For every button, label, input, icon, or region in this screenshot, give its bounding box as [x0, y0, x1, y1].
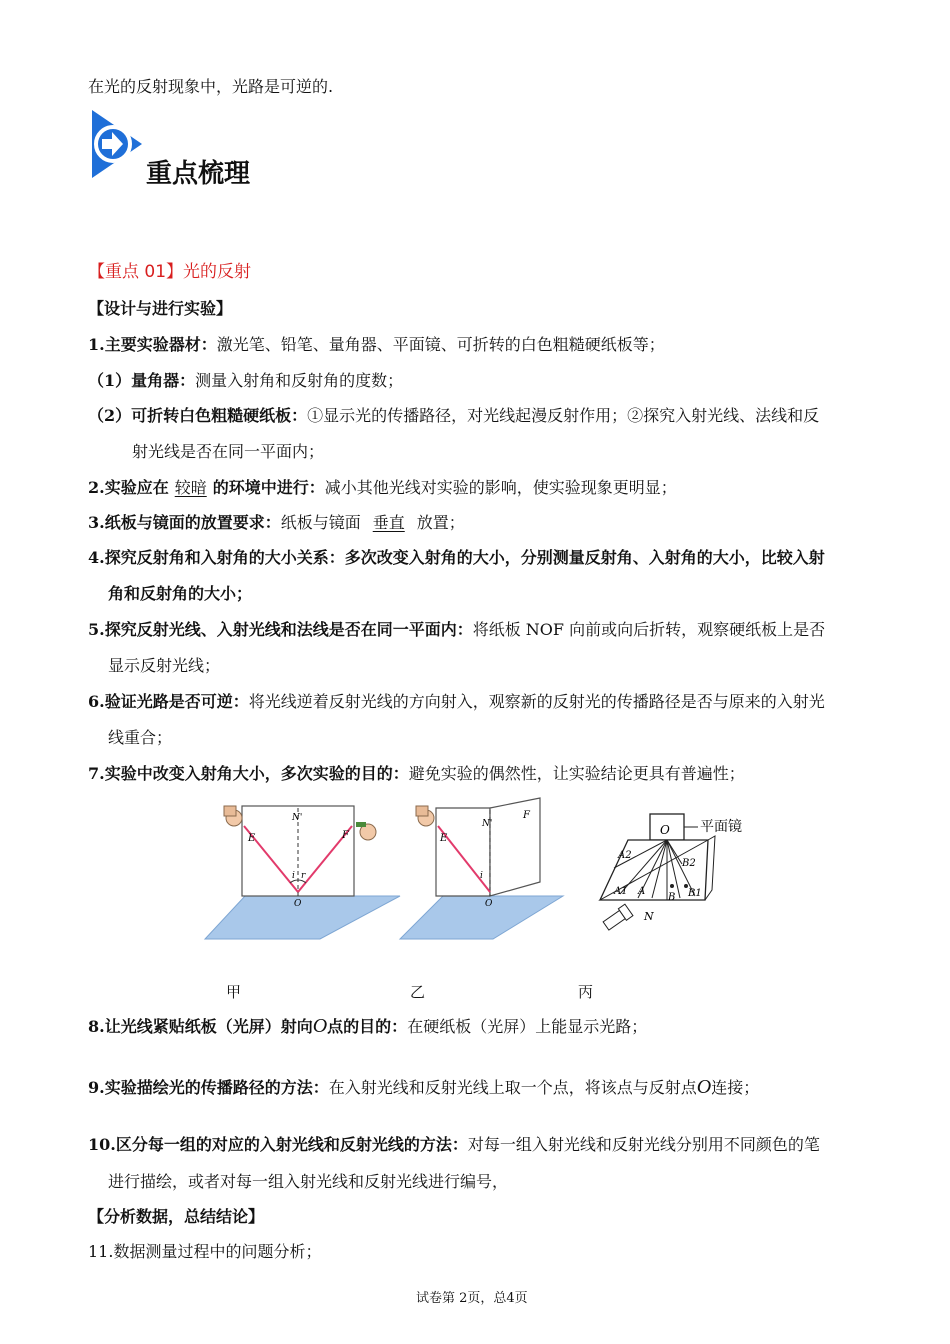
key-point-title: 【重点 01】光的反射: [88, 262, 252, 282]
item-label: 5.探究反射光线、入射光线和法线是否在同一平面内：: [88, 620, 473, 639]
item-4-cont: 角和反射角的大小；: [108, 584, 253, 603]
item-label: 1.主要实验器材：: [88, 335, 217, 354]
item-label: 9.实验描绘光的传播路径的方法：: [88, 1078, 329, 1097]
page-footer: 试卷第 2页，总4页: [416, 1291, 528, 1306]
fig-label-n: N': [482, 819, 493, 829]
design-section-title: 【设计与进行实验】: [88, 299, 233, 318]
analysis-section-title: 【分析数据，总结结论】: [88, 1207, 265, 1226]
item-1-2-cont: 射光线是否在同一平面内；: [132, 442, 325, 461]
item-3: [88, 511, 465, 535]
item-4: 4.探究反射角和入射角的大小关系：多次改变入射角的大小，分别测量反射角、入射角的大小，比较入射: [88, 548, 825, 567]
caption-yi: 乙: [410, 983, 426, 1001]
item-text: 将光线逆着反射光线的方向射入，观察新的反射光的传播路径是否与原来的入射光: [248, 692, 825, 711]
fig-label-n: N: [644, 910, 654, 923]
item-7: [88, 762, 745, 786]
fig-label-f: F: [523, 810, 530, 821]
fig-label-e: E: [440, 833, 448, 844]
section-heading: 重点梳理: [146, 159, 251, 189]
item-text: 在入射光线和反射光线上取一个点，将该点与反射点: [328, 1078, 697, 1097]
item-label: （2）可折转白色粗糙硬纸板：: [88, 406, 308, 425]
item-text: 连接；: [711, 1078, 760, 1097]
item-text: 减小其他光线对实验的影响，使实验现象更明显；: [324, 478, 677, 497]
point-o: O: [696, 1076, 712, 1098]
item-9: [88, 1075, 759, 1100]
item-label: 2.实验应在: [88, 478, 169, 497]
item-8: [88, 1014, 647, 1039]
fig-label-a1: A1: [614, 886, 628, 897]
figure-jia: [200, 796, 405, 950]
fig-label-f: F: [342, 830, 349, 841]
item-10: [88, 1133, 820, 1157]
point-o: O: [312, 1015, 328, 1037]
fig-label-b2: B2: [682, 858, 696, 869]
item-label: 3.纸板与镜面的放置要求：: [88, 513, 281, 532]
item-text: 在硬纸板（光屏）上能显示光路；: [407, 1017, 648, 1036]
item-label: 10.区分每一组的对应的入射光线和反射光线的方法：: [88, 1135, 468, 1154]
item-text: 纸板与镜面: [280, 513, 361, 532]
fig-label-i: i: [292, 871, 295, 881]
fig-label-a: A: [638, 886, 646, 897]
item-5: [88, 618, 825, 642]
arrow-circle-icon: [88, 108, 146, 184]
item-text: 放置；: [416, 513, 465, 532]
figure-bing: [590, 808, 765, 954]
figure-yi: [398, 796, 568, 950]
item-1-1: [88, 369, 403, 393]
mirror-label: 平面镜: [700, 819, 742, 835]
fig-label-a2: A2: [618, 850, 632, 861]
item-1: [88, 333, 665, 357]
item-text: 测量入射角和反射角的度数；: [195, 371, 404, 390]
item-text: ①显示光的传播路径，对光线起漫反射作用；②探究入射光线、法线和反: [307, 406, 820, 425]
item-label: 6.验证光路是否可逆：: [88, 692, 249, 711]
item-text: 对每一组入射光线和反射光线分别用不同颜色的笔: [467, 1135, 820, 1154]
caption-bing: 丙: [578, 983, 594, 1001]
item-6-cont: 线重合；: [108, 728, 173, 747]
item-label: 8.让光线紧贴纸板（光屏）射向: [88, 1017, 313, 1036]
fig-label-i: i: [480, 871, 483, 881]
item-text: 激光笔、铅笔、量角器、平面镜、可折转的白色粗糙硬纸板等；: [216, 335, 665, 354]
fig-label-b1: B1: [688, 888, 702, 899]
caption-jia: 甲: [226, 983, 242, 1001]
item-1-2: [88, 404, 819, 428]
fig-label-n: N': [292, 813, 303, 823]
item-text: 避免实验的偶然性，让实验结论更具有普遍性；: [408, 764, 745, 783]
item-text: 将纸板 NOF 向前或向后折转，观察硬纸板上是否: [472, 620, 826, 639]
item-6: [88, 690, 825, 714]
item-11: 11.数据测量过程中的问题分析；: [88, 1242, 322, 1261]
fig-label-o: O: [294, 899, 302, 909]
item-2: [88, 476, 677, 500]
item-label: 7.实验中改变入射角大小，多次实验的目的：: [88, 764, 409, 783]
intro-text: 在光的反射现象中，光路是可逆的.: [88, 77, 334, 96]
item-label: 点的目的：: [327, 1017, 408, 1036]
item-label: 的环境中进行：: [212, 478, 325, 497]
item-5-cont: 显示反射光线；: [108, 656, 221, 675]
item-10-cont: 进行描绘，或者对每一组入射光线和反射光线进行编号，: [108, 1172, 509, 1191]
fig-label-b: B: [668, 892, 676, 903]
answer-blank: 较暗: [174, 478, 207, 497]
item-label: （1）量角器：: [88, 371, 196, 390]
fig-label-e: E: [248, 833, 256, 844]
answer-blank: 垂直: [372, 513, 405, 532]
fig-label-o: O: [485, 899, 493, 909]
fig-label-r: r: [301, 871, 306, 881]
fig-label-o: O: [660, 823, 670, 837]
